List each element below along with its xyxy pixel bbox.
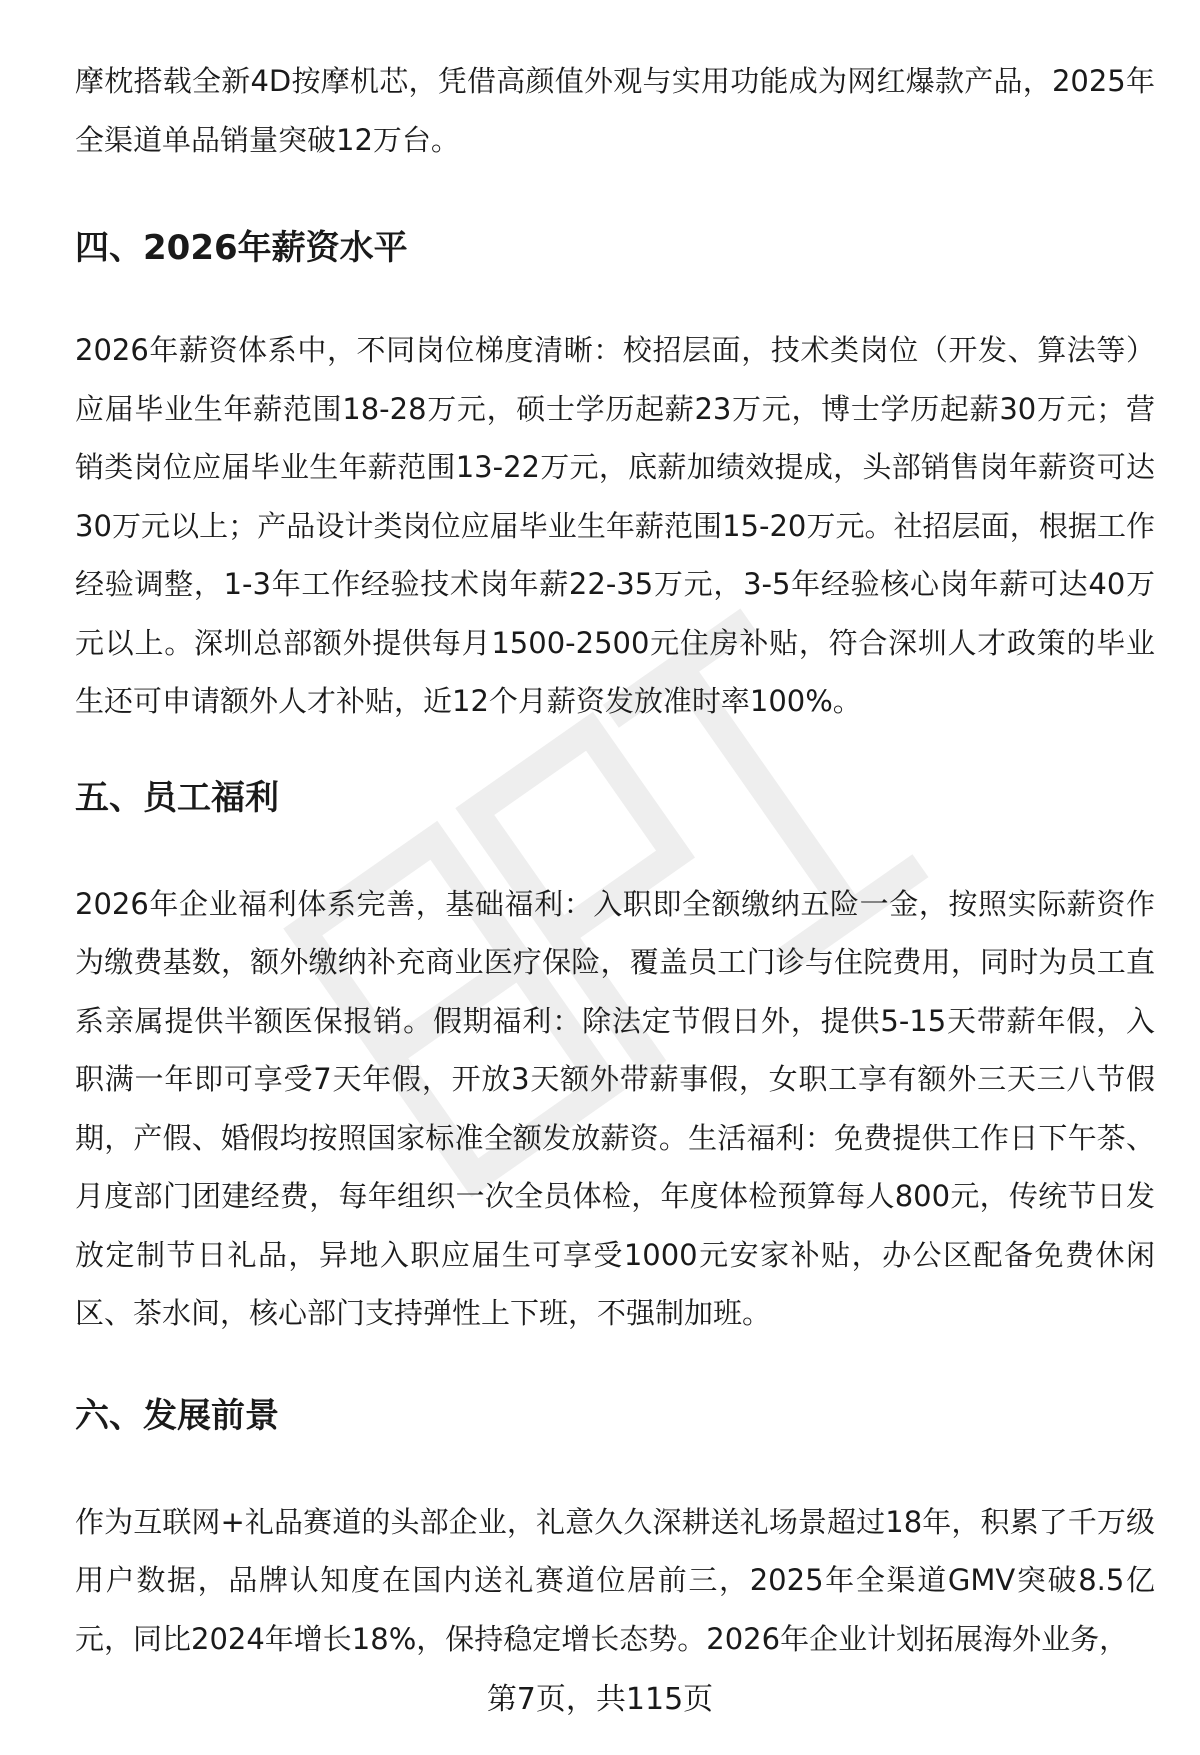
page-number: 第7页，共115页 [486,1682,714,1717]
paragraph-product-intro: 摩枕搭载全新4D按摩机芯，凭借高颜值外观与实用功能成为网红爆款产品，2025年全渠道单品销量突破12万台。 [75,64,1155,157]
heading-development-prospects: 六、发展前景 [75,1395,279,1436]
heading-salary-level: 四、2026年薪资水平 [75,228,408,268]
heading-employee-benefits: 五、员工福利 [75,777,279,818]
paragraph-prospects: 作为互联网+礼品赛道的头部企业，礼意久久深耕送礼场景超过18年，积累了千万级用户数据，品牌认知度在国内送礼赛道位居前三，2025年全渠道GMV突破8.5亿元，同比2024年增长18%，保持稳定增长态势。2026年企业计划拓展海外业务， [75,1504,1155,1656]
document-body [75,52,1155,1668]
paragraph-salary: 2026年薪资体系中，不同岗位梯度清晰：校招层面，技术类岗位（开发、算法等）应届毕业生年薪范围18-28万元，硕士学历起薪23万元，博士学历起薪30万元；营销类岗位应届毕业生年薪范围13-22万元，底薪加绩效提成，头部销售岗年薪资可达30万元以上；产品设计类岗位应届毕业生年薪范围15-20万元。社招层面，根据工作经验调整，1-3年工作经验技术岗年薪22-35万元，3-5年经验核心岗年薪可达40万元以上。深圳总部额外提供每月1500-2500元住房补贴，符合深圳人才政策的毕业生还可申请额外人才补贴，近12个月薪资发放准时率100%。 [75,333,1155,718]
paragraph-benefits: 2026年企业福利体系完善，基础福利：入职即全额缴纳五险一金，按照实际薪资作为缴费基数，额外缴纳补充商业医疗保险，覆盖员工门诊与住院费用，同时为员工直系亲属提供半额医保报销。假期福利：除法定节假日外，提供5-15天带薪年假，入职满一年即可享受7天年假，开放3天额外带薪事假，女职工享有额外三天三八节假期，产假、婚假均按照国家标准全额发放薪资。生活福利：免费提供工作日下午茶、月度部门团建经费，每年组织一次全员体检，年度体检预算每人800元，传统节日发放定制节日礼品，异地入职应届生可享受1000元安家补贴，办公区配备免费休闲区、茶水间，核心部门支持弹性上下班，不强制加班。 [75,886,1155,1330]
